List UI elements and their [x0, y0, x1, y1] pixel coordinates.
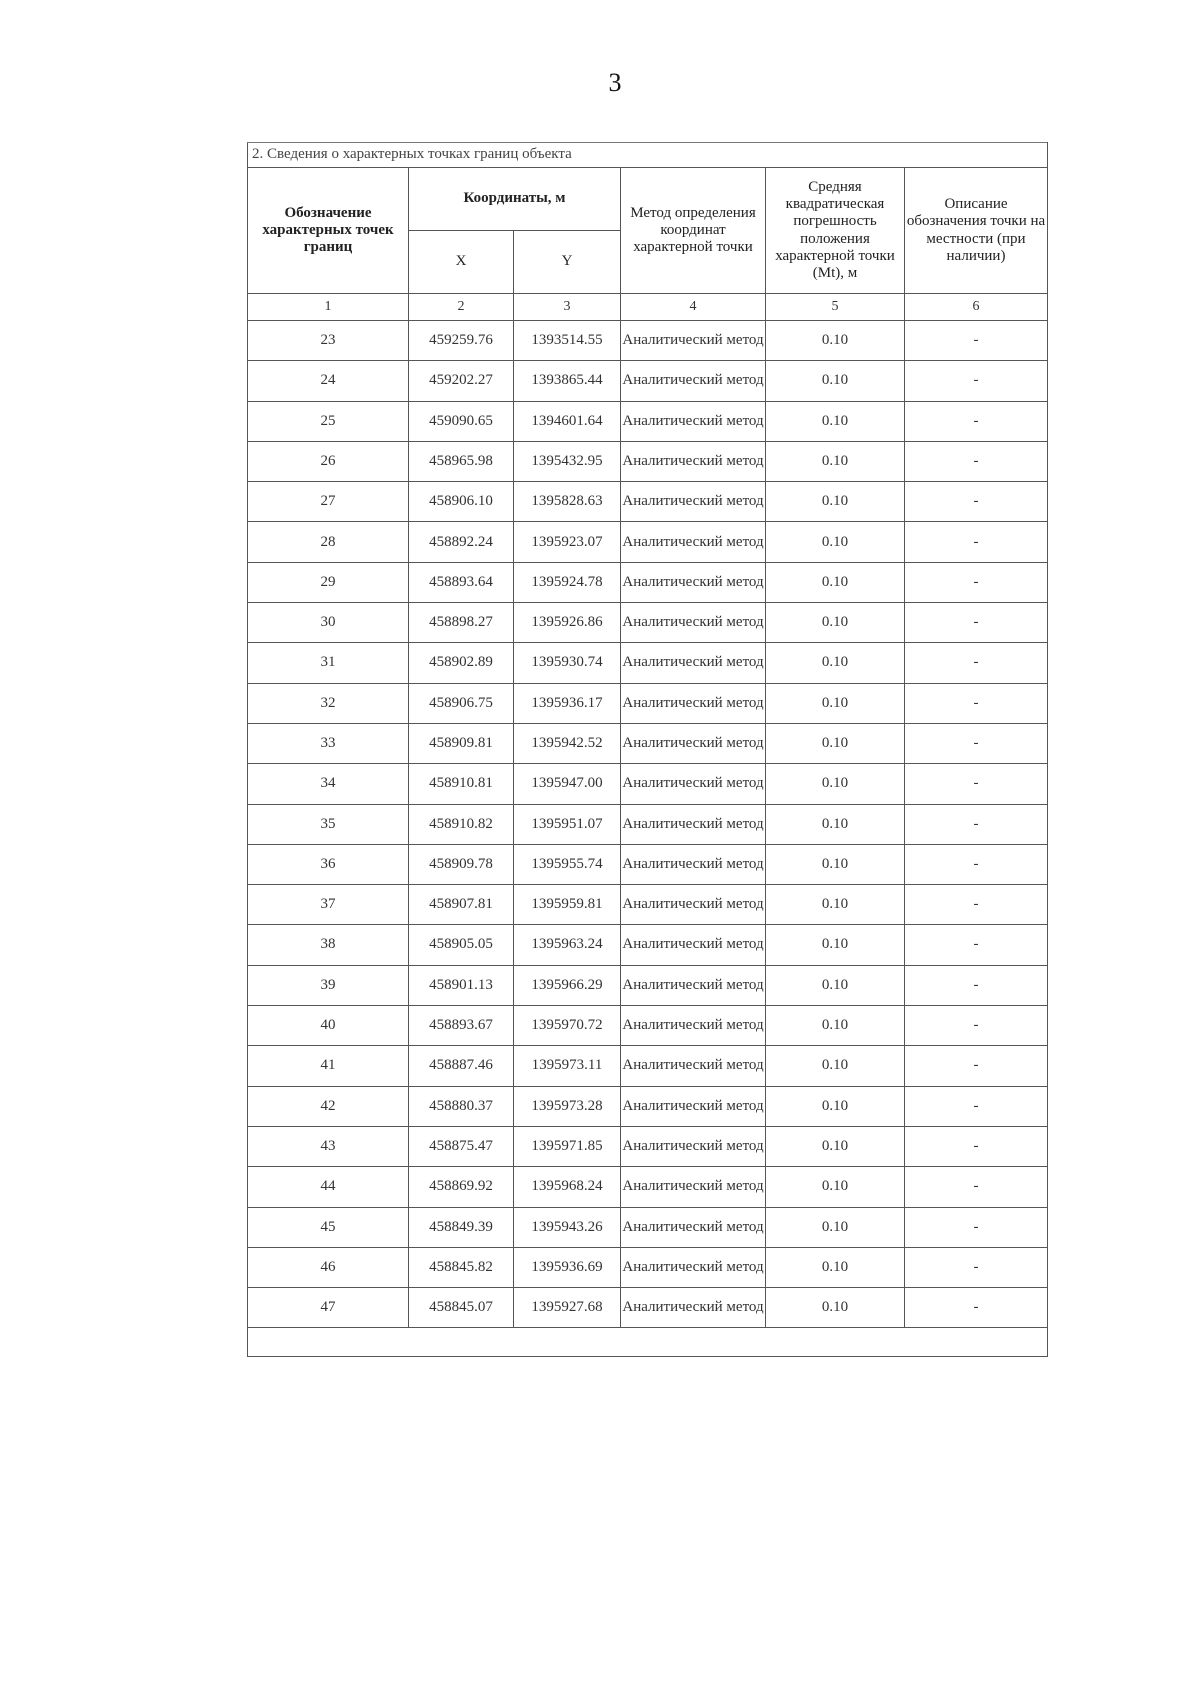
table-row [248, 562, 1048, 602]
y-coordinate-cell: 1395828.63 [514, 482, 621, 522]
table-row [248, 643, 1048, 683]
table-row [248, 441, 1048, 481]
header-mean-error: Средняя квадратическая погрешность положения характерной точки (Mt), м [766, 168, 905, 294]
method-cell: Аналитический метод [621, 1126, 766, 1166]
mean-error-cell: 0.10 [766, 683, 905, 723]
column-number: 1 [248, 294, 409, 321]
table-row [248, 482, 1048, 522]
x-coordinate-cell: 458902.89 [409, 643, 514, 683]
method-cell: Аналитический метод [621, 683, 766, 723]
y-coordinate-cell: 1395966.29 [514, 965, 621, 1005]
method-cell: Аналитический метод [621, 562, 766, 602]
method-cell: Аналитический метод [621, 522, 766, 562]
table-row [248, 361, 1048, 401]
x-coordinate-cell: 458910.82 [409, 804, 514, 844]
description-cell: - [905, 1046, 1048, 1086]
mean-error-cell: 0.10 [766, 1086, 905, 1126]
mean-error-cell: 0.10 [766, 1167, 905, 1207]
description-cell: - [905, 764, 1048, 804]
x-coordinate-cell: 458909.81 [409, 723, 514, 763]
y-coordinate-cell: 1395943.26 [514, 1207, 621, 1247]
table-row [248, 965, 1048, 1005]
table-row [248, 1006, 1048, 1046]
description-cell: - [905, 1207, 1048, 1247]
mean-error-cell: 0.10 [766, 643, 905, 683]
table-row [248, 1247, 1048, 1287]
description-cell: - [905, 1288, 1048, 1328]
table-row [248, 1086, 1048, 1126]
y-coordinate-cell: 1395951.07 [514, 804, 621, 844]
column-number: 6 [905, 294, 1048, 321]
point-number-cell: 30 [248, 603, 409, 643]
description-cell: - [905, 1247, 1048, 1287]
mean-error-cell: 0.10 [766, 562, 905, 602]
description-cell: - [905, 401, 1048, 441]
point-number-cell: 28 [248, 522, 409, 562]
mean-error-cell: 0.10 [766, 844, 905, 884]
y-coordinate-cell: 1395973.11 [514, 1046, 621, 1086]
x-coordinate-cell: 458893.67 [409, 1006, 514, 1046]
x-coordinate-cell: 458906.10 [409, 482, 514, 522]
x-coordinate-cell: 458893.64 [409, 562, 514, 602]
point-number-cell: 44 [248, 1167, 409, 1207]
mean-error-cell: 0.10 [766, 401, 905, 441]
method-cell: Аналитический метод [621, 764, 766, 804]
y-coordinate-cell: 1393865.44 [514, 361, 621, 401]
header-y: Y [514, 231, 621, 294]
x-coordinate-cell: 459202.27 [409, 361, 514, 401]
point-number-cell: 25 [248, 401, 409, 441]
method-cell: Аналитический метод [621, 361, 766, 401]
column-number: 5 [766, 294, 905, 321]
mean-error-cell: 0.10 [766, 723, 905, 763]
point-number-cell: 45 [248, 1207, 409, 1247]
y-coordinate-cell: 1395955.74 [514, 844, 621, 884]
mean-error-cell: 0.10 [766, 1126, 905, 1166]
y-coordinate-cell: 1394601.64 [514, 401, 621, 441]
table-row [248, 522, 1048, 562]
mean-error-cell: 0.10 [766, 603, 905, 643]
point-number-cell: 34 [248, 764, 409, 804]
method-cell: Аналитический метод [621, 643, 766, 683]
point-number-cell: 36 [248, 844, 409, 884]
mean-error-cell: 0.10 [766, 482, 905, 522]
y-coordinate-cell: 1395963.24 [514, 925, 621, 965]
x-coordinate-cell: 458892.24 [409, 522, 514, 562]
mean-error-cell: 0.10 [766, 1288, 905, 1328]
x-coordinate-cell: 458849.39 [409, 1207, 514, 1247]
method-cell: Аналитический метод [621, 1086, 766, 1126]
description-cell: - [905, 562, 1048, 602]
table-row [248, 1288, 1048, 1328]
y-coordinate-cell: 1395926.86 [514, 603, 621, 643]
mean-error-cell: 0.10 [766, 441, 905, 481]
description-cell: - [905, 965, 1048, 1005]
x-coordinate-cell: 458910.81 [409, 764, 514, 804]
point-number-cell: 41 [248, 1046, 409, 1086]
y-coordinate-cell: 1395947.00 [514, 764, 621, 804]
mean-error-cell: 0.10 [766, 1247, 905, 1287]
header-description: Описание обозначения точки на местности (при наличии) [905, 168, 1048, 294]
description-cell: - [905, 441, 1048, 481]
point-number-cell: 42 [248, 1086, 409, 1126]
point-number-cell: 23 [248, 321, 409, 361]
x-coordinate-cell: 458845.82 [409, 1247, 514, 1287]
table-row [248, 1126, 1048, 1166]
section-title-row [248, 143, 1048, 168]
table-row [248, 401, 1048, 441]
point-number-cell: 38 [248, 925, 409, 965]
method-cell: Аналитический метод [621, 321, 766, 361]
point-number-cell: 39 [248, 965, 409, 1005]
method-cell: Аналитический метод [621, 482, 766, 522]
description-cell: - [905, 643, 1048, 683]
x-coordinate-cell: 458875.47 [409, 1126, 514, 1166]
table-row [248, 321, 1048, 361]
empty-footer-cell [248, 1328, 1048, 1357]
table-row [248, 1167, 1048, 1207]
section-title: 2. Сведения о характерных точках границ объекта [248, 143, 1048, 168]
mean-error-cell: 0.10 [766, 965, 905, 1005]
x-coordinate-cell: 459090.65 [409, 401, 514, 441]
y-coordinate-cell: 1395432.95 [514, 441, 621, 481]
table-row [248, 885, 1048, 925]
point-number-cell: 29 [248, 562, 409, 602]
point-number-cell: 47 [248, 1288, 409, 1328]
y-coordinate-cell: 1395930.74 [514, 643, 621, 683]
table-row [248, 925, 1048, 965]
empty-footer-row [248, 1328, 1048, 1357]
description-cell: - [905, 361, 1048, 401]
y-coordinate-cell: 1395971.85 [514, 1126, 621, 1166]
column-number: 3 [514, 294, 621, 321]
y-coordinate-cell: 1393514.55 [514, 321, 621, 361]
method-cell: Аналитический метод [621, 1046, 766, 1086]
description-cell: - [905, 885, 1048, 925]
boundary-points-table [247, 142, 1048, 1357]
table-row [248, 764, 1048, 804]
mean-error-cell: 0.10 [766, 804, 905, 844]
point-number-cell: 43 [248, 1126, 409, 1166]
table-row [248, 683, 1048, 723]
y-coordinate-cell: 1395936.69 [514, 1247, 621, 1287]
x-coordinate-cell: 458909.78 [409, 844, 514, 884]
mean-error-cell: 0.10 [766, 925, 905, 965]
y-coordinate-cell: 1395923.07 [514, 522, 621, 562]
method-cell: Аналитический метод [621, 723, 766, 763]
point-number-cell: 37 [248, 885, 409, 925]
description-cell: - [905, 925, 1048, 965]
description-cell: - [905, 804, 1048, 844]
y-coordinate-cell: 1395973.28 [514, 1086, 621, 1126]
method-cell: Аналитический метод [621, 401, 766, 441]
method-cell: Аналитический метод [621, 441, 766, 481]
x-coordinate-cell: 458901.13 [409, 965, 514, 1005]
x-coordinate-cell: 458898.27 [409, 603, 514, 643]
mean-error-cell: 0.10 [766, 321, 905, 361]
column-number: 4 [621, 294, 766, 321]
mean-error-cell: 0.10 [766, 522, 905, 562]
table-row [248, 1046, 1048, 1086]
method-cell: Аналитический метод [621, 1006, 766, 1046]
point-number-cell: 35 [248, 804, 409, 844]
y-coordinate-cell: 1395936.17 [514, 683, 621, 723]
mean-error-cell: 0.10 [766, 1207, 905, 1247]
description-cell: - [905, 1006, 1048, 1046]
table-row [248, 723, 1048, 763]
column-number-row [248, 294, 1048, 321]
description-cell: - [905, 723, 1048, 763]
method-cell: Аналитический метод [621, 1207, 766, 1247]
header-coordinates: Координаты, м [409, 168, 621, 231]
point-number-cell: 26 [248, 441, 409, 481]
description-cell: - [905, 1086, 1048, 1126]
table-row [248, 804, 1048, 844]
description-cell: - [905, 603, 1048, 643]
point-number-cell: 33 [248, 723, 409, 763]
description-cell: - [905, 522, 1048, 562]
description-cell: - [905, 1126, 1048, 1166]
x-coordinate-cell: 458845.07 [409, 1288, 514, 1328]
x-coordinate-cell: 458869.92 [409, 1167, 514, 1207]
mean-error-cell: 0.10 [766, 361, 905, 401]
column-number: 2 [409, 294, 514, 321]
header-point-designation: Обозначение характерных точек границ [248, 168, 409, 294]
header-x: X [409, 231, 514, 294]
x-coordinate-cell: 458887.46 [409, 1046, 514, 1086]
x-coordinate-cell: 458965.98 [409, 441, 514, 481]
point-number-cell: 40 [248, 1006, 409, 1046]
page-number: 3 [608, 68, 622, 97]
description-cell: - [905, 683, 1048, 723]
point-number-cell: 32 [248, 683, 409, 723]
mean-error-cell: 0.10 [766, 885, 905, 925]
method-cell: Аналитический метод [621, 885, 766, 925]
method-cell: Аналитический метод [621, 603, 766, 643]
point-number-cell: 24 [248, 361, 409, 401]
method-cell: Аналитический метод [621, 965, 766, 1005]
x-coordinate-cell: 458907.81 [409, 885, 514, 925]
header-method: Метод определения координат характерной точки [621, 168, 766, 294]
x-coordinate-cell: 458905.05 [409, 925, 514, 965]
x-coordinate-cell: 458880.37 [409, 1086, 514, 1126]
method-cell: Аналитический метод [621, 1247, 766, 1287]
header-row-1 [248, 168, 1048, 231]
table-row [248, 844, 1048, 884]
mean-error-cell: 0.10 [766, 1006, 905, 1046]
y-coordinate-cell: 1395942.52 [514, 723, 621, 763]
method-cell: Аналитический метод [621, 1167, 766, 1207]
description-cell: - [905, 482, 1048, 522]
description-cell: - [905, 844, 1048, 884]
method-cell: Аналитический метод [621, 804, 766, 844]
description-cell: - [905, 321, 1048, 361]
y-coordinate-cell: 1395927.68 [514, 1288, 621, 1328]
description-cell: - [905, 1167, 1048, 1207]
y-coordinate-cell: 1395959.81 [514, 885, 621, 925]
table-row [248, 603, 1048, 643]
y-coordinate-cell: 1395970.72 [514, 1006, 621, 1046]
point-number-cell: 46 [248, 1247, 409, 1287]
y-coordinate-cell: 1395924.78 [514, 562, 621, 602]
x-coordinate-cell: 459259.76 [409, 321, 514, 361]
table-row [248, 1207, 1048, 1247]
y-coordinate-cell: 1395968.24 [514, 1167, 621, 1207]
mean-error-cell: 0.10 [766, 764, 905, 804]
mean-error-cell: 0.10 [766, 1046, 905, 1086]
point-number-cell: 31 [248, 643, 409, 683]
point-number-cell: 27 [248, 482, 409, 522]
method-cell: Аналитический метод [621, 844, 766, 884]
method-cell: Аналитический метод [621, 1288, 766, 1328]
x-coordinate-cell: 458906.75 [409, 683, 514, 723]
method-cell: Аналитический метод [621, 925, 766, 965]
